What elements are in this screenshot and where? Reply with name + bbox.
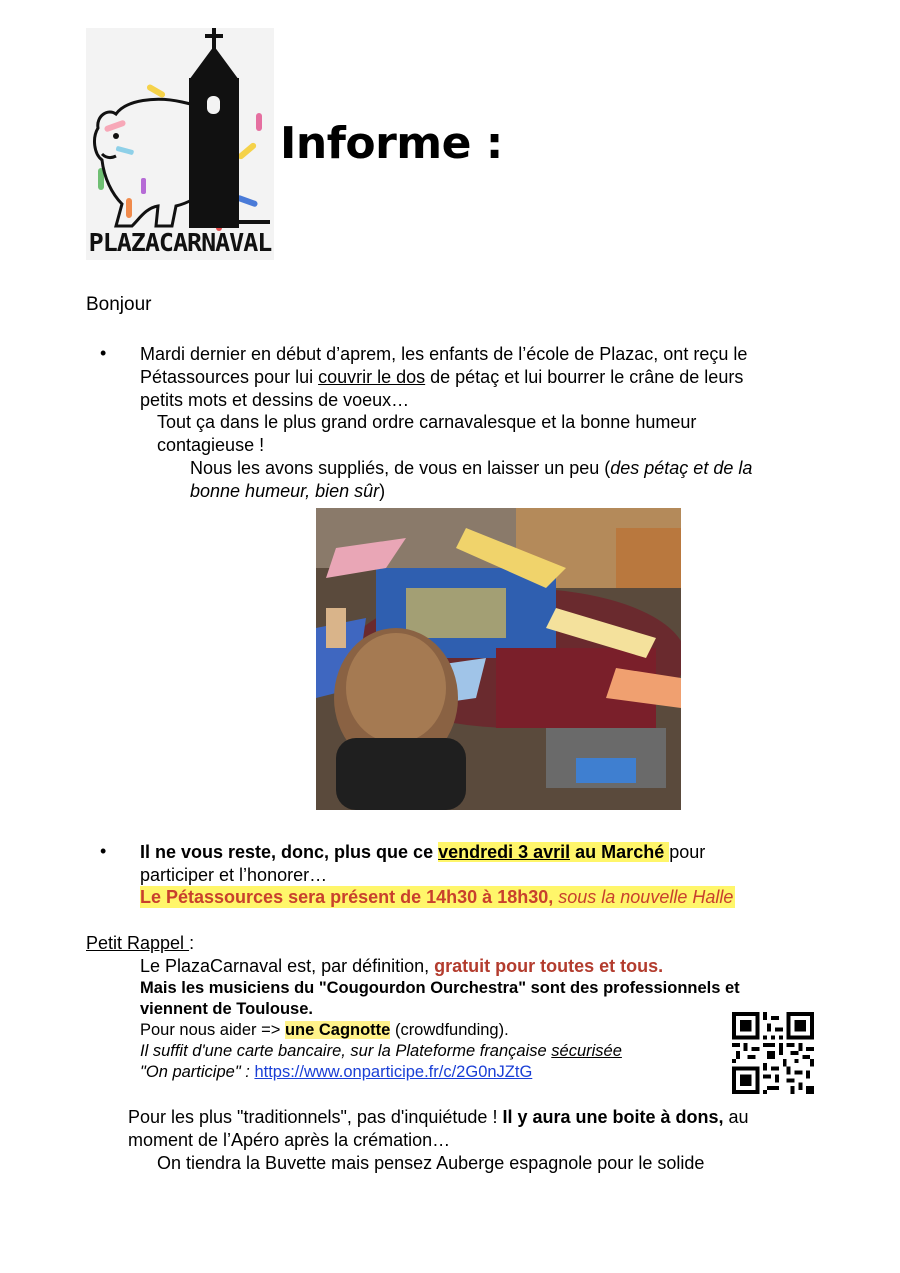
text-span: (crowdfunding). [390, 1021, 509, 1039]
bullet1-line6 [190, 457, 752, 479]
reminder-line4 [140, 1019, 509, 1041]
text-span: Le PlazaCarnaval est, par définition, [140, 956, 435, 976]
qr-code[interactable] [732, 1012, 814, 1094]
bullet2-line2: participer et l’honorer… [140, 865, 328, 885]
bullet1-line3: petits mots et dessins de voeux… [140, 390, 410, 410]
text-span: Pour nous aider => [140, 1021, 285, 1039]
text-span: ) [379, 481, 386, 501]
text-span: "On participe" : [140, 1063, 255, 1081]
free-notice: gratuit pour toutes et tous. [434, 956, 664, 976]
reminder-line6 [140, 1061, 532, 1083]
bold-text: Il ne vous reste, donc, plus que ce [140, 842, 439, 862]
text-span: Pétassources pour lui [140, 367, 319, 387]
event-place: au Marché [570, 842, 670, 862]
carnival-photo [316, 508, 681, 810]
text-span: pour [669, 842, 706, 862]
closing-line1 [128, 1106, 749, 1128]
plazacarnaval-logo [86, 28, 274, 260]
text-span: Pour les plus "traditionnels", pas d'inquiétude ! [128, 1107, 503, 1127]
reminder-line5 [140, 1040, 622, 1062]
reminder-line3: viennent de Toulouse. [140, 1000, 313, 1018]
event-location: sous la nouvelle Halle [558, 887, 734, 907]
text-span: au [723, 1107, 749, 1127]
church-bear-icon [86, 28, 274, 233]
underlined-text: Petit Rappel [86, 933, 190, 953]
event-time: Le Pétassources sera présent de 14h30 à 18h30, [140, 887, 559, 907]
closing-line3: On tiendra la Buvette mais pensez Auberge espagnole pour le solide [157, 1153, 705, 1173]
italic-text: bonne humeur, bien sûr [190, 481, 380, 501]
text-span: : [189, 933, 195, 953]
text-span: de pétaç et lui bourrer le crâne de leurs [425, 367, 744, 387]
bullet1-line5: contagieuse ! [157, 435, 265, 455]
crowdfunding-link[interactable]: https://www.onparticipe.fr/c/2G0nJZtG [254, 1063, 533, 1081]
reminder-line2: Mais les musiciens du "Cougourdon Ourchestra" sont des professionnels et [140, 979, 740, 997]
bullet1-line1: Mardi dernier en début d’aprem, les enfants de l’école de Plazac, ont reçu le [140, 344, 748, 364]
reminder-line1 [140, 955, 663, 977]
event-date: vendredi 3 avril [438, 842, 571, 862]
reminder-heading [86, 932, 194, 954]
bold-text: Il y aura une boite à dons, [502, 1107, 724, 1127]
bullet-marker: • [100, 343, 107, 363]
bullet1-line4: Tout ça dans le plus grand ordre carnavalesque et la bonne humeur [157, 412, 697, 432]
underlined-text: couvrir le dos [318, 367, 426, 387]
logo-text: PLAZACARNAVAL [88, 228, 272, 257]
cagnotte-label: une Cagnotte [284, 1021, 391, 1039]
bullet2-line3 [140, 886, 735, 908]
bullet-marker: • [100, 841, 107, 861]
bullet1-line7 [190, 480, 385, 502]
bullet2-line1 [140, 841, 705, 863]
text-span: Il suffit d'une carte bancaire, sur la Plateforme française [140, 1042, 552, 1060]
text-span: Nous les avons suppliés, de vous en laisser un peu ( [190, 458, 611, 478]
bullet1-line2 [140, 366, 743, 388]
underlined-text: sécurisée [551, 1042, 622, 1060]
closing-line2: moment de l’Apéro après la crémation… [128, 1130, 451, 1150]
italic-text: des pétaç et de la [610, 458, 753, 478]
page-title: Informe : [280, 118, 503, 169]
greeting: Bonjour [86, 294, 152, 315]
